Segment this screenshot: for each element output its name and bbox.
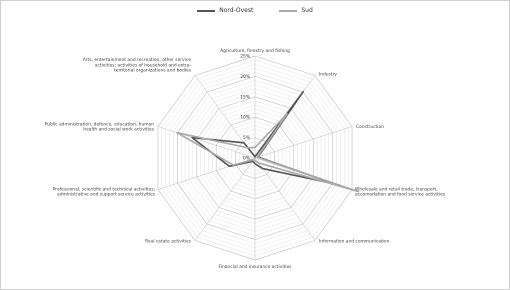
tick-label: 0% <box>243 156 250 162</box>
tick-label: 10% <box>240 115 250 121</box>
tick-label: 15% <box>240 95 250 101</box>
category-label-7: Real estate activities <box>145 239 192 245</box>
legend-label-series-1: Nord-Ovest <box>219 7 254 14</box>
category-label-10: Arts, entertainment and recreation; other service activities; activities of household and extra-territorial organizations and bodies <box>82 58 192 74</box>
category-label-9: Public administration, defence, education, human health and social work activities <box>44 122 154 133</box>
tick-label: 20% <box>240 74 250 80</box>
category-label-8: Professional, scientific and technical activities; administrative and support service activities <box>52 187 155 198</box>
radar-grid <box>158 56 352 260</box>
grid-spoke <box>195 158 255 241</box>
category-label-4: Wholesale and retail trade, transport, accomodation and food service activities <box>355 187 446 198</box>
tick-label: 5% <box>243 136 250 142</box>
category-label-5: Information and communication <box>318 239 390 245</box>
category-label-3: Construction <box>356 124 384 130</box>
legend-label-series-2: Sud <box>301 7 313 14</box>
tick-label: 25% <box>240 54 250 60</box>
category-label-1: Agriculture, forestry and fishing <box>220 49 290 54</box>
category-label-6: Financial and insurance activities <box>218 265 292 270</box>
category-label-2: Industry <box>318 72 338 78</box>
